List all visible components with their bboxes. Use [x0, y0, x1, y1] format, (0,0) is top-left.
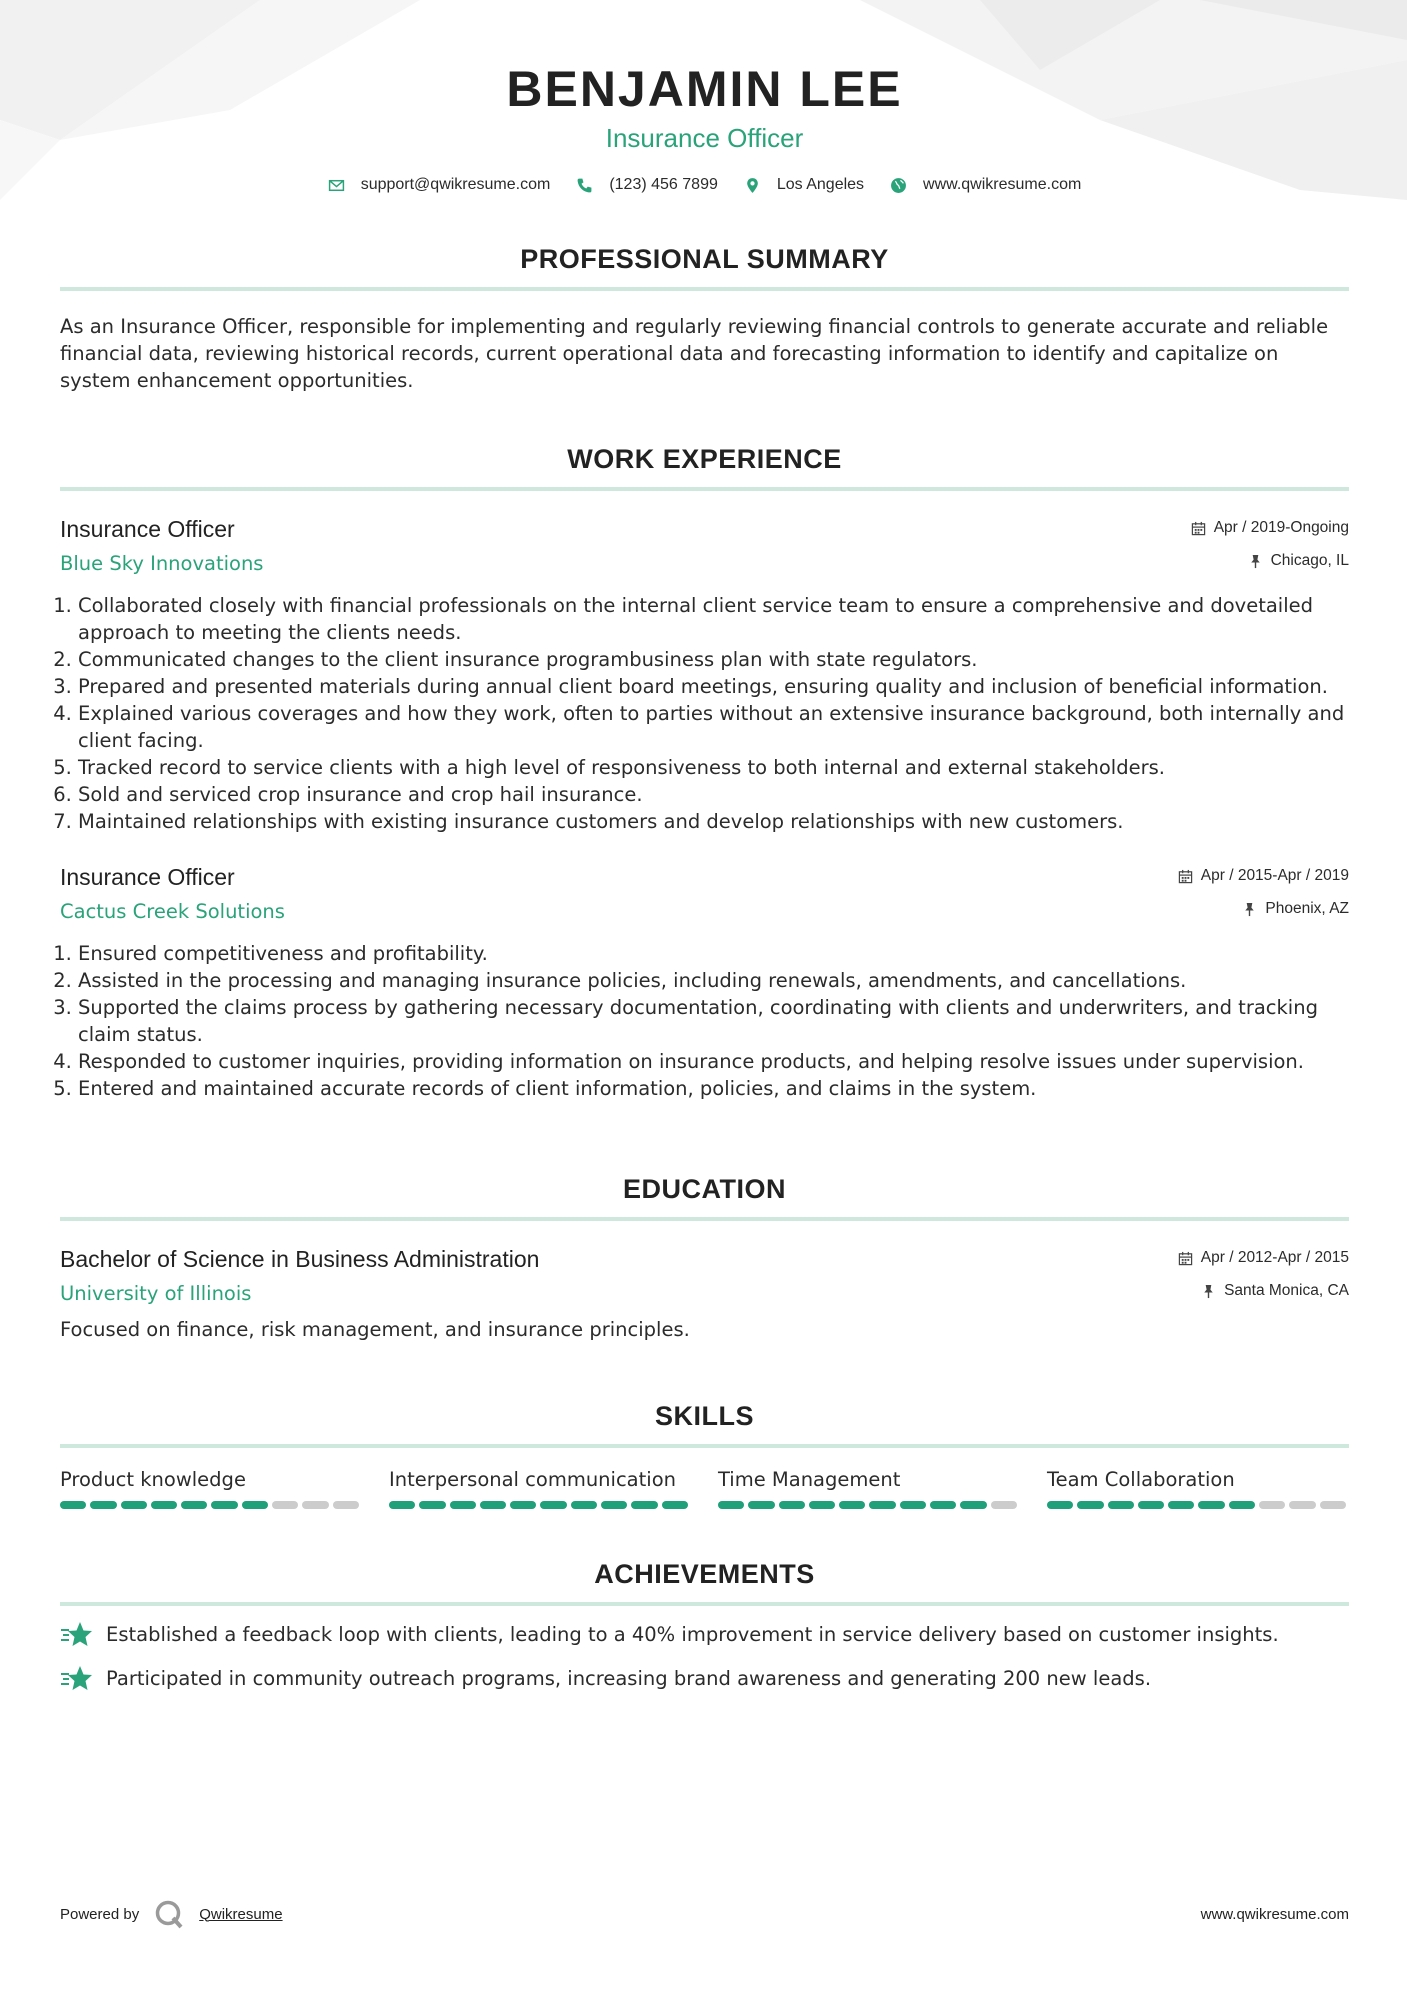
section-divider	[60, 1444, 1349, 1448]
job-entry	[60, 863, 1349, 1102]
skill-level-filled	[181, 1501, 207, 1509]
skill-item	[389, 1466, 688, 1509]
job-company: Cactus Creek Solutions	[60, 900, 285, 923]
envelope-icon	[328, 177, 345, 194]
job-location: Phoenix, AZ	[1265, 900, 1349, 917]
skill-level-filled	[121, 1501, 147, 1509]
list-item: 5. Tracked record to service clients with a high level of responsiveness to both internal and external stakeholders.	[78, 754, 1349, 781]
skill-level-empty	[333, 1501, 359, 1509]
summary-section	[60, 242, 1349, 394]
contact-email[interactable]	[328, 176, 551, 194]
skill-level-empty	[1320, 1501, 1346, 1509]
contact-bar	[60, 176, 1349, 194]
calendar-icon	[1178, 1251, 1193, 1266]
section-divider	[60, 487, 1349, 491]
brand-link[interactable]: Qwikresume	[199, 1905, 283, 1923]
education-entry	[60, 1245, 1349, 1343]
page-footer	[60, 1898, 1349, 1930]
achievement-item	[60, 1620, 1349, 1650]
skill-level-filled	[151, 1501, 177, 1509]
skill-level-filled	[869, 1501, 895, 1509]
duty-list	[60, 592, 1349, 835]
section-divider	[60, 1217, 1349, 1221]
resume-header	[60, 0, 1349, 194]
achievement-item	[60, 1664, 1349, 1694]
skill-item	[60, 1466, 359, 1509]
job-meta	[1191, 515, 1349, 574]
skill-level-filled	[510, 1501, 536, 1509]
contact-email-text: support@qwikresume.com	[360, 176, 551, 193]
star-medal-icon	[60, 1664, 92, 1694]
skill-level-filled	[1229, 1501, 1255, 1509]
footer-url[interactable]: www.qwikresume.com	[1200, 1905, 1349, 1923]
list-item: 6. Sold and serviced crop insurance and crop hail insurance.	[78, 781, 1349, 808]
skill-level-filled	[631, 1501, 657, 1509]
education-location: Santa Monica, CA	[1224, 1282, 1349, 1299]
contact-location-text: Los Angeles	[776, 176, 865, 193]
skill-level-empty	[1259, 1501, 1285, 1509]
resume-page	[60, 0, 1349, 1694]
list-item: 4. Responded to customer inquiries, providing information on insurance products, and helping resolve issues under supervision.	[78, 1048, 1349, 1075]
powered-by-label: Powered by	[60, 1905, 140, 1923]
section-heading: ACHIEVEMENTS	[594, 1559, 815, 1589]
calendar-icon	[1178, 869, 1193, 884]
achievement-text: Participated in community outreach programs, increasing brand awareness and generating 200 new leads.	[106, 1667, 1152, 1690]
job-dates: Apr / 2015-Apr / 2019	[1200, 867, 1349, 884]
skill-level-bar	[1047, 1501, 1346, 1509]
degree-title: Bachelor of Science in Business Administration	[60, 1246, 540, 1272]
skill-name: Product knowledge	[60, 1468, 246, 1491]
skill-level-filled	[960, 1501, 986, 1509]
skill-level-filled	[748, 1501, 774, 1509]
duty-list	[60, 940, 1349, 1102]
list-item: 2. Assisted in the processing and managing insurance policies, including renewals, amendments, and cancellations.	[78, 967, 1349, 994]
skill-level-filled	[1077, 1501, 1103, 1509]
skill-level-empty	[1289, 1501, 1315, 1509]
section-heading: PROFESSIONAL SUMMARY	[520, 244, 889, 274]
education-header	[60, 1245, 1349, 1306]
skill-level-bar	[60, 1501, 359, 1509]
education-meta	[1178, 1245, 1349, 1304]
skill-level-bar	[718, 1501, 1017, 1509]
skill-level-filled	[1047, 1501, 1073, 1509]
skill-level-filled	[662, 1501, 688, 1509]
job-dates: Apr / 2019-Ongoing	[1213, 519, 1349, 536]
pushpin-icon	[1242, 902, 1257, 917]
skill-level-filled	[601, 1501, 627, 1509]
skills-grid	[60, 1466, 1349, 1509]
powered-by	[60, 1898, 283, 1930]
achievements-section	[60, 1557, 1349, 1694]
skill-level-filled	[60, 1501, 86, 1509]
skill-level-filled	[718, 1501, 744, 1509]
skill-level-filled	[480, 1501, 506, 1509]
section-heading: SKILLS	[654, 1401, 754, 1431]
education-section	[60, 1172, 1349, 1343]
job-title: Insurance Officer	[60, 864, 235, 890]
list-item: 3. Supported the claims process by gathering necessary documentation, coordinating with clients and underwriters, and tracking claim status.	[78, 994, 1349, 1048]
skill-level-filled	[450, 1501, 476, 1509]
skill-level-filled	[900, 1501, 926, 1509]
phone-icon	[576, 177, 593, 194]
skill-level-filled	[571, 1501, 597, 1509]
school-name: University of Illinois	[60, 1282, 252, 1305]
skill-name: Time Management	[718, 1468, 901, 1491]
section-heading: EDUCATION	[623, 1174, 786, 1204]
skill-level-filled	[211, 1501, 237, 1509]
skill-level-empty	[991, 1501, 1017, 1509]
job-location: Chicago, IL	[1270, 552, 1349, 569]
skills-section	[60, 1399, 1349, 1509]
list-item: 4. Explained various coverages and how they work, often to parties without an extensive insurance background, both internally and client facing.	[78, 700, 1349, 754]
section-divider	[60, 1602, 1349, 1606]
job-meta	[1178, 863, 1349, 922]
list-item: 3. Prepared and presented materials during annual client board meetings, ensuring quality and inclusion of beneficial information.	[78, 673, 1349, 700]
globe-icon	[890, 177, 907, 194]
skill-level-filled	[779, 1501, 805, 1509]
contact-phone[interactable]	[576, 176, 718, 194]
section-heading: WORK EXPERIENCE	[567, 444, 842, 474]
education-dates: Apr / 2012-Apr / 2015	[1200, 1249, 1349, 1266]
skill-level-filled	[242, 1501, 268, 1509]
candidate-title: Insurance Officer	[605, 123, 804, 153]
list-item: 7. Maintained relationships with existing insurance customers and develop relationships with new customers.	[78, 808, 1349, 835]
pushpin-icon	[1248, 554, 1263, 569]
skill-level-filled	[930, 1501, 956, 1509]
list-item: 5. Entered and maintained accurate records of client information, policies, and claims in the system.	[78, 1075, 1349, 1102]
skill-level-filled	[809, 1501, 835, 1509]
contact-location	[744, 176, 864, 194]
list-item: 2. Communicated changes to the client insurance programbusiness plan with state regulators.	[78, 646, 1349, 673]
experience-section	[60, 442, 1349, 1102]
skill-name: Interpersonal communication	[389, 1468, 676, 1491]
skill-level-empty	[302, 1501, 328, 1509]
star-medal-icon	[60, 1620, 92, 1650]
map-pin-icon	[744, 177, 761, 194]
job-header	[60, 863, 1349, 924]
skill-level-filled	[1168, 1501, 1194, 1509]
education-description: Focused on finance, risk management, and insurance principles.	[60, 1318, 690, 1341]
skill-item	[1047, 1466, 1346, 1509]
skill-level-filled	[419, 1501, 445, 1509]
skill-level-filled	[389, 1501, 415, 1509]
job-header	[60, 515, 1349, 576]
qwikresume-logo-icon	[153, 1898, 185, 1930]
list-item: 1. Collaborated closely with financial professionals on the internal client service team to ensure a comprehensive and dovetailed approach to meeting the clients needs.	[78, 592, 1349, 646]
job-title: Insurance Officer	[60, 516, 235, 542]
skill-name: Team Collaboration	[1047, 1468, 1235, 1491]
contact-website-text: www.qwikresume.com	[923, 176, 1082, 193]
job-entry	[60, 515, 1349, 835]
candidate-name: BENJAMIN LEE	[506, 61, 903, 117]
skill-level-filled	[90, 1501, 116, 1509]
skill-level-filled	[540, 1501, 566, 1509]
list-item: 1. Ensured competitiveness and profitability.	[78, 940, 1349, 967]
skill-level-bar	[389, 1501, 688, 1509]
skill-level-filled	[1138, 1501, 1164, 1509]
achievement-text: Established a feedback loop with clients, leading to a 40% improvement in service delivery based on customer insights.	[106, 1623, 1279, 1646]
skill-level-empty	[272, 1501, 298, 1509]
skill-level-filled	[1108, 1501, 1134, 1509]
job-company: Blue Sky Innovations	[60, 552, 264, 575]
section-divider	[60, 287, 1349, 291]
skill-level-filled	[839, 1501, 865, 1509]
skill-level-filled	[1198, 1501, 1224, 1509]
contact-website[interactable]	[890, 176, 1081, 194]
summary-text: As an Insurance Officer, responsible for implementing and regularly reviewing financial controls to generate accurate and reliable financial data, reviewing historical records, current operational data and forecasting information to identify and capitalize on system enhancement opportunities.	[60, 315, 1329, 392]
pushpin-icon	[1201, 1284, 1216, 1299]
skill-item	[718, 1466, 1017, 1509]
calendar-icon	[1191, 521, 1206, 536]
contact-phone-text: (123) 456 7899	[609, 176, 718, 193]
